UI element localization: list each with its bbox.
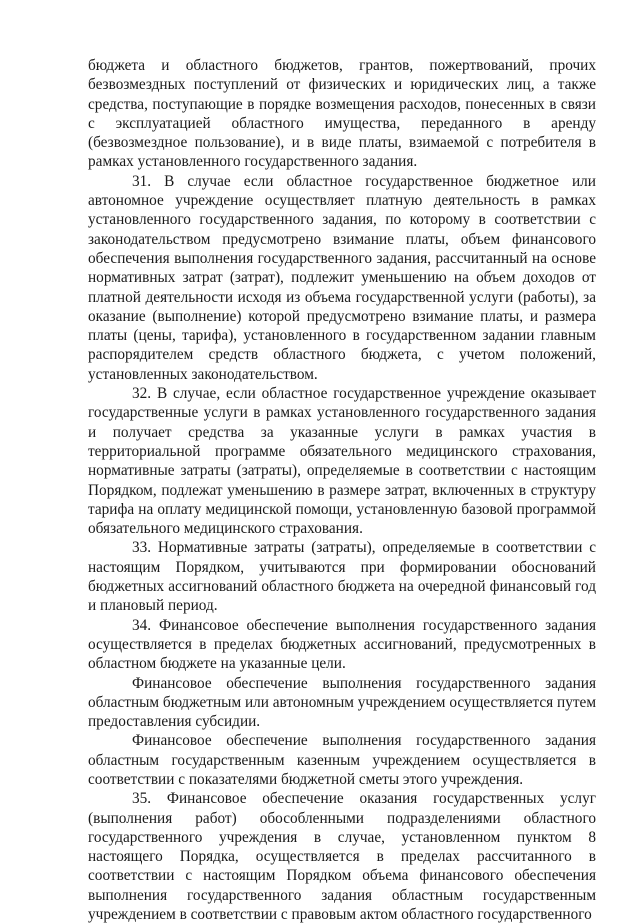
paragraph-34-budget-autonomous: Финансовое обеспечение выполнения государственного задания областным бюджетным или автономным учреждением осуществляется путем предоставления субсидии.: [88, 674, 596, 731]
paragraph-33: 33. Нормативные затраты (затраты), определяемые в соответствии с настоящим Порядком, учитываются при формировании обоснований бюджетных ассигнований областного бюджета на очередной финансовый год и плановый период.: [88, 539, 596, 615]
paragraph-35: 35. Финансовое обеспечение оказания государственных услуг (выполнения работ) обособленными подразделениями областного государственного учреждения в случае, установленном пунктом 8 настоящего Порядка, осуществляется в пределах рассчитанного в соответствии с настоящим Порядком объема финансового обеспечения выполнения государственного задания областным государственным учреждением в соответствии с правовым актом областного государственного: [88, 790, 596, 924]
paragraph-continuation: бюджета и областного бюджетов, грантов, пожертвований, прочих безвозмездных поступлений от физических и юридических лиц, а также средства, поступающие в порядке возмещения расходов, понесенных в связи с эксплуатацией областного имущества, переданного в аренду (безвозмездное пользование), и в виде платы, взимаемой с потребителя в рамках установленного государственного задания.: [88, 57, 596, 171]
paragraph-34: 34. Финансовое обеспечение выполнения государственного задания осуществляется в пределах бюджетных ассигнований, предусмотренных в областном бюджете на указанные цели.: [88, 616, 596, 673]
paragraph-34-state-owned: Финансовое обеспечение выполнения государственного задания областным государственным казенным учреждением осуществляется в соответствии с показателями бюджетной сметы этого учреждения.: [88, 732, 596, 788]
paragraph-31: 31. В случае если областное государственное бюджетное или автономное учреждение осуществляет платную деятельность в рамках установленного государственного задания, по которому в соответствии с законодательством предусмотрено взимание платы, объем финансового обеспечения выполнения государственного задания, рассчитанный на основе нормативных затрат (затрат), подлежит уменьшению на объем доходов от платной деятельности исходя из объема государственной услуги (работы), за оказание (выполнение) которой предусмотрено взимание платы, и размера платы (цены, тарифа), установленного в государственном задании главным распорядителем средств областного бюджета, с учетом положений, установленных законодательством.: [88, 172, 596, 383]
paragraph-32: 32. В случае, если областное государственное учреждение оказывает государственные услуги в рамках установленного государственного задания и получает средства за указанные услуги в рамках участия в территориальной программе обязательного медицинского страхования, нормативные затраты (затраты), определяемые в соответствии с настоящим Порядком, подлежат уменьшению в размере затрат, включенных в структуру тарифа на оплату медицинской помощи, установленную базовой программой обязательного медицинского страхования.: [88, 385, 596, 538]
